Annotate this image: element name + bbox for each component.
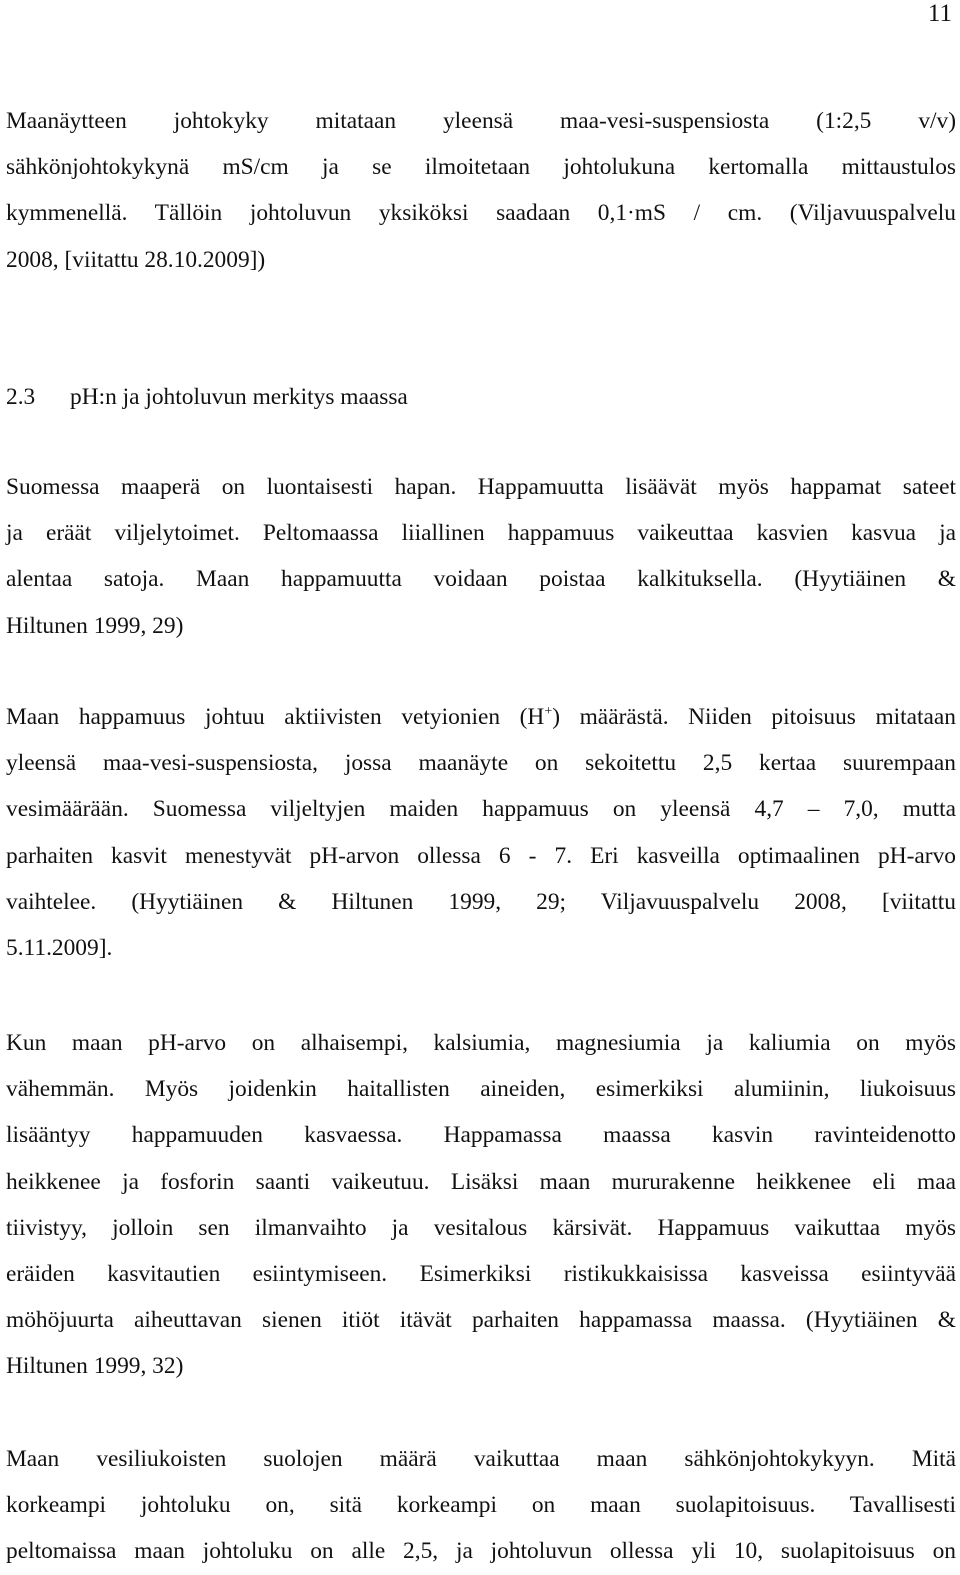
text-line: korkeampi johtoluku on, sitä korkeampi on maan suolapitoisuus. Tavallisesti bbox=[6, 1492, 956, 1519]
section-title: pH:n ja johtoluvun merkitys maassa bbox=[70, 384, 408, 410]
text-line: Hiltunen 1999, 29) bbox=[6, 612, 184, 639]
text-line: alentaa satoja. Maan happamuutta voidaan poistaa kalkituksella. (Hyytiäinen & bbox=[6, 566, 956, 593]
text-line: vesimäärään. Suomessa viljeltyjen maiden happamuus on yleensä 4,7 – 7,0, mutta bbox=[6, 796, 956, 823]
text-line: tiivistyy, jolloin sen ilmanvaihto ja vesitalous kärsivät. Happamuus vaikuttaa myös bbox=[6, 1214, 956, 1241]
page-number: 11 bbox=[927, 0, 952, 27]
text-line: heikkenee ja fosforin saanti vaikeutuu. Lisäksi maan mururakenne heikkenee eli maa bbox=[6, 1168, 956, 1195]
text-fragment: ) määrästä. Niiden pitoisuus mitataan bbox=[552, 704, 956, 730]
text-line: 5.11.2009]. bbox=[6, 935, 113, 962]
section-heading bbox=[6, 374, 408, 420]
text-line: möhöjuurta aiheuttavan sienen itiöt itävät parhaiten happamassa maassa. (Hyytiäinen & bbox=[6, 1307, 956, 1334]
superscript-plus: + bbox=[544, 704, 553, 720]
text-line: sähkönjohtokykynä mS/cm ja se ilmoitetaan johtolukuna kertomalla mittaustulos bbox=[6, 154, 956, 181]
text-line: vähemmän. Myös joidenkin haitallisten aineiden, esimerkiksi alumiinin, liukoisuus bbox=[6, 1076, 956, 1103]
text-line: ja eräät viljelytoimet. Peltomaassa liiallinen happamuus vaikeuttaa kasvien kasvua ja bbox=[6, 520, 956, 547]
text-line: peltomaissa maan johtoluku on alle 2,5, ja johtoluvun ollessa yli 10, suolapitoisuus on bbox=[6, 1538, 956, 1565]
text-line: Suomessa maaperä on luontaisesti hapan. Happamuutta lisäävät myös happamat sateet bbox=[6, 474, 956, 500]
paragraph-conductivity bbox=[6, 98, 956, 283]
text-fragment: Maan happamuus johtuu aktiivisten vetyionien (H bbox=[6, 704, 545, 730]
text-line: Kun maan pH-arvo on alhaisempi, kalsiumia, magnesiumia ja kaliumia on myös bbox=[6, 1030, 956, 1056]
paragraph-acidity bbox=[6, 464, 956, 649]
paragraph-hydrogen-ions bbox=[6, 694, 956, 971]
text-line: parhaiten kasvit menestyvät pH-arvon ollessa 6 - 7. Eri kasveilla optimaalinen pH-arvo bbox=[6, 842, 956, 869]
text-line bbox=[6, 694, 956, 740]
text-line: yleensä maa-vesi-suspensiosta, jossa maanäyte on sekoitettu 2,5 kertaa suurempaan bbox=[6, 750, 956, 777]
text-line: Maanäytteen johtokyky mitataan yleensä maa-vesi-suspensiosta (1:2,5 v/v) bbox=[6, 108, 956, 134]
section-number: 2.3 bbox=[6, 384, 36, 410]
text-line: vaihtelee. (Hyytiäinen & Hiltunen 1999, 29; Viljavuuspalvelu 2008, [viitattu bbox=[6, 888, 956, 915]
text-line: 2008, [viitattu 28.10.2009]) bbox=[6, 246, 266, 273]
paragraph-salinity bbox=[6, 1436, 956, 1575]
text-line: Maan vesiliukoisten suolojen määrä vaikuttaa maan sähkönjohtokykyyn. Mitä bbox=[6, 1446, 956, 1472]
paragraph-low-ph-effects bbox=[6, 1020, 956, 1390]
text-line: kymmenellä. Tällöin johtoluvun yksiköksi saadaan 0,1·mS / cm. (Viljavuuspalvelu bbox=[6, 200, 956, 227]
text-line: lisääntyy happamuuden kasvaessa. Happamassa maassa kasvin ravinteidenotto bbox=[6, 1122, 956, 1149]
text-line: Hiltunen 1999, 32) bbox=[6, 1353, 184, 1380]
text-line: eräiden kasvitautien esiintymiseen. Esimerkiksi ristikukkaisissa kasveissa esiintyvää bbox=[6, 1261, 956, 1288]
